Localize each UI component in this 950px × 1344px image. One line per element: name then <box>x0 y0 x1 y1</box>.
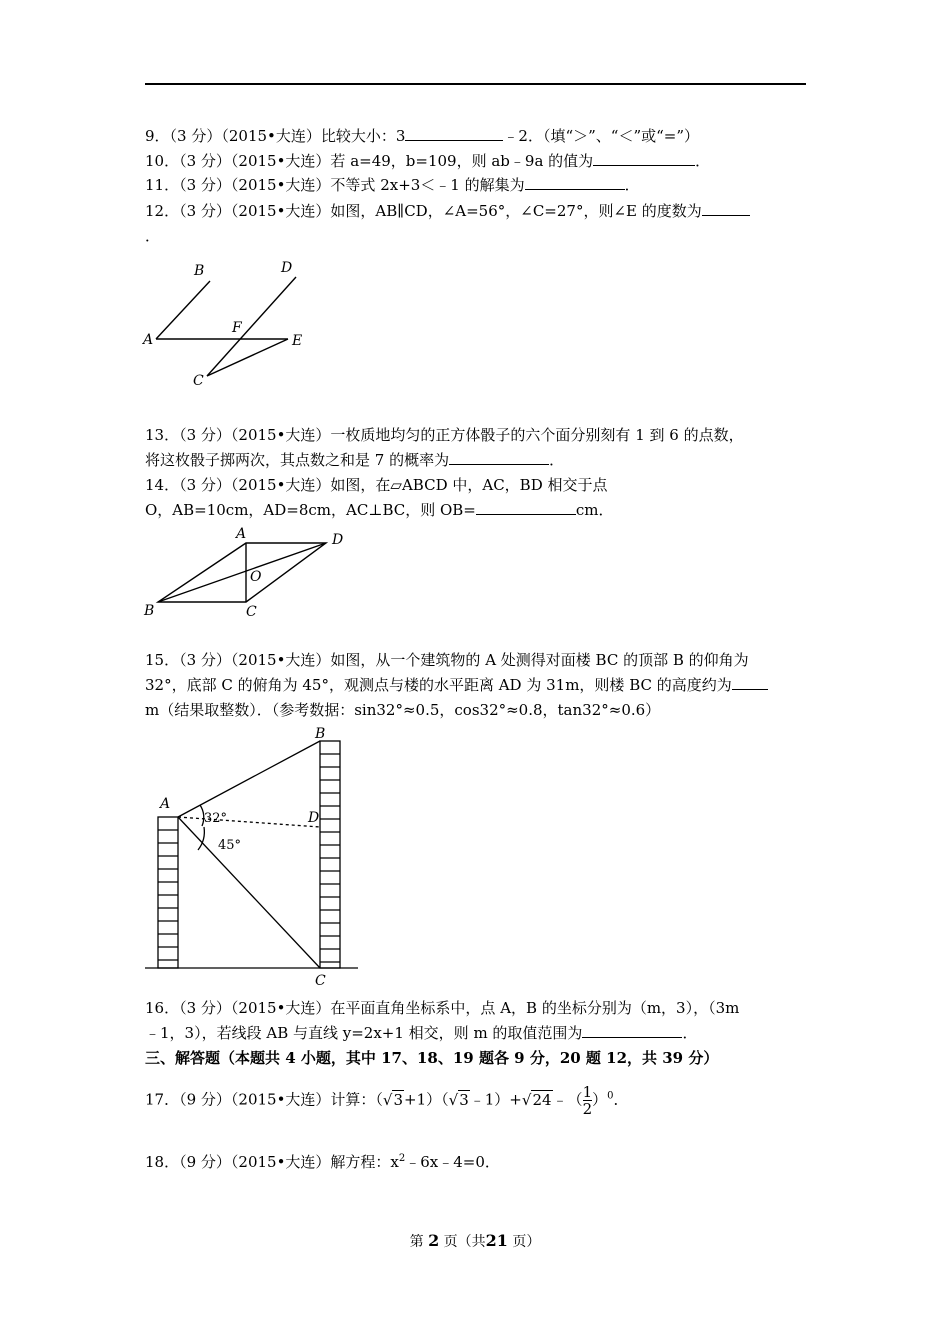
label-c: C <box>315 973 326 989</box>
figure-14 <box>140 525 355 625</box>
sqrt-symbol: √3 <box>382 1090 404 1109</box>
sightline-ac <box>178 817 320 968</box>
segment-ab <box>156 281 210 339</box>
sightline-ab <box>178 741 320 817</box>
question-9: 9．（3 分）（2015•大连）比较大小：3 ﹣2．（填“＞”、“＜”或“=”） <box>145 127 700 145</box>
label-f: F <box>232 320 242 336</box>
question-15-line3: m（结果取整数）．（参考数据：sin32°≈0.5，cos32°≈0.8，tan32°≈0.6） <box>145 701 661 719</box>
question-12: 12．（3 分）（2015•大连）如图，AB∥CD，∠A=56°，∠C=27°，则∠E 的度数为 <box>145 201 750 221</box>
label-b: B <box>194 263 205 279</box>
label-d: D <box>332 532 344 548</box>
question-11: 11．（3 分）（2015•大连）不等式 2x+3＜﹣1 的解集为 ． <box>145 176 640 194</box>
label-d: D <box>308 810 320 826</box>
answer-blank <box>593 151 695 166</box>
label-b: B <box>315 726 326 742</box>
question-13-line2: 将这枚骰子掷两次，其点数之和是 7 的概率为 ． <box>145 451 565 469</box>
building-a <box>158 817 178 968</box>
label-b: B <box>144 603 155 619</box>
question-18: 18．（9 分）（2015•大连）解方程：$x^2﹣6x﹣4=0$． <box>145 1153 500 1171</box>
diagonal-bd <box>158 543 326 602</box>
answer-blank <box>582 1023 682 1038</box>
label-a: A <box>236 526 247 542</box>
header-rule <box>145 83 806 85</box>
figure-12 <box>140 255 320 395</box>
question-13: 13．（3 分）（2015•大连）一枚质地均匀的正方体骰子的六个面分别刻有 1 到 6 的点数， <box>145 426 744 444</box>
question-15: 15．（3 分）（2015•大连）如图，从一个建筑物的 A 处测得对面楼 BC 的顶部 B 的仰角为 <box>145 651 749 669</box>
question-10: 10．（3 分）（2015•大连）若 a=49，b=109，则 ab﹣9a 的值为 ． <box>145 152 711 170</box>
answer-blank <box>449 450 549 465</box>
page-footer: 第 2 页（共21 页） <box>409 1231 541 1250</box>
fraction: $\frac{1}{2}$ <box>582 1083 593 1118</box>
answer-blank <box>476 500 576 515</box>
label-c: C <box>246 604 257 620</box>
label-a: A <box>160 796 171 812</box>
segment-cd <box>207 277 296 376</box>
section-heading: 三、解答题（本题共 4 小题，其中 17、18、19 题各 9 分，20 题 12，共 39 分） <box>145 1049 719 1067</box>
question-14-line2: O，AB=10cm，AD=8cm，AC⊥BC，则 OB= cm． <box>145 501 614 519</box>
label-d: D <box>281 260 293 276</box>
answer-blank <box>732 675 768 690</box>
question-16: 16．（3 分）（2015•大连）在平面直角坐标系中，点 A，B 的坐标分别为（m，3），（3m <box>145 999 740 1017</box>
question-17: 17．（9 分）（2015•大连）计算：（√3+1）（√3﹣1）+√24﹣（ $\frac{1}{2}$ ）$^0$． <box>145 1083 629 1118</box>
label-a: A <box>143 332 154 348</box>
figure-15 <box>140 725 370 995</box>
angle-label-45: 45° <box>218 838 242 853</box>
segment-ce <box>207 339 288 376</box>
question-15-line2: 32°，底部 C 的俯角为 45°，观测点与楼的水平距离 AD 为 31m，则楼 BC 的高度约为 <box>145 675 768 695</box>
question-14: 14．（3 分）（2015•大连）如图，在▱ABCD 中，AC，BD 相交于点 <box>145 476 608 494</box>
question-12-end: ． <box>145 227 161 245</box>
building-bc <box>320 741 340 968</box>
label-o: O <box>250 569 262 585</box>
sqrt-symbol: √3 <box>448 1090 469 1109</box>
question-16-line2: ﹣1，3），若线段 AB 与直线 y=2x+1 相交，则 m 的取值范围为 ． <box>145 1024 698 1042</box>
horizontal-ad <box>178 817 320 827</box>
angle-label-32: 32° <box>204 811 228 826</box>
label-c: C <box>193 373 204 389</box>
answer-blank <box>702 201 750 216</box>
sqrt-symbol: √24 <box>521 1090 552 1109</box>
answer-blank <box>405 126 503 141</box>
answer-blank <box>525 175 625 190</box>
label-e: E <box>292 333 303 349</box>
